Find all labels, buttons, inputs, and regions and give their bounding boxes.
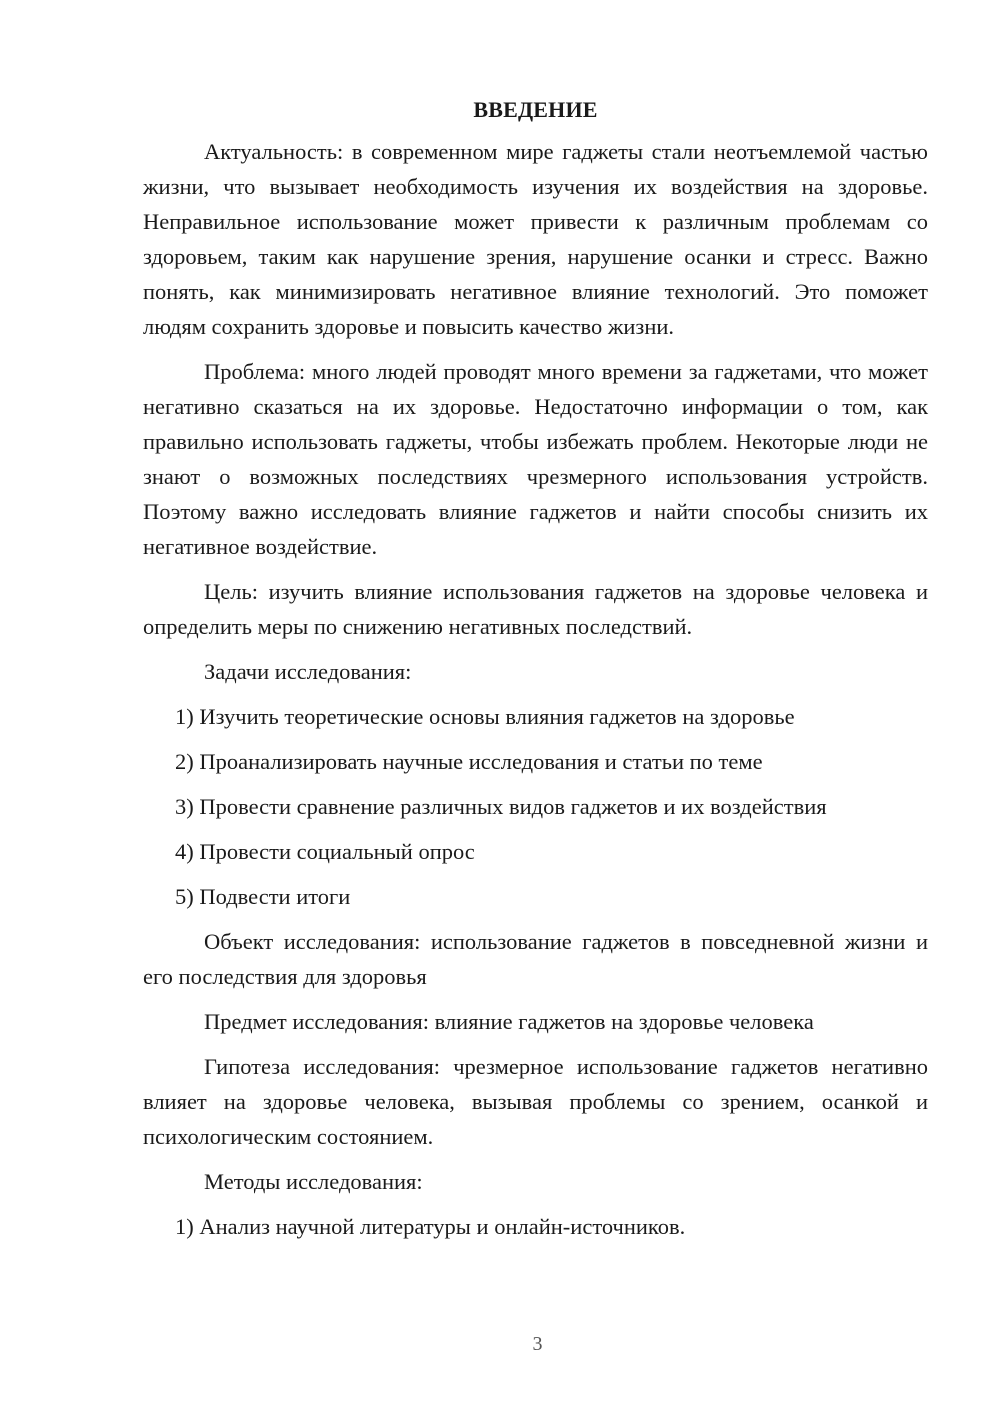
list-item: 1) Анализ научной литературы и онлайн-источников. <box>175 1214 686 1239</box>
list-item: 3) Провести сравнение различных видов гаджетов и их воздействия <box>175 794 827 819</box>
goal-paragraph: Цель: изучить влияние использования гаджетов на здоровье человека и определить меры по снижению негативных последствий. <box>143 579 928 639</box>
page-number: 3 <box>532 1333 543 1355</box>
subject-paragraph: Предмет исследования: влияние гаджетов на здоровье человека <box>204 1009 814 1034</box>
tasks-heading: Задачи исследования: <box>204 659 412 684</box>
list-item: 4) Провести социальный опрос <box>175 839 475 864</box>
relevance-paragraph: Актуальность: в современном мире гаджеты стали неотъемлемой частью жизни, что вызывает необходимость изучения их воздействия на здоровье. Неправильное использование может привести к различным проблемам со здоровьем, таким как нарушение зрения, нарушение осанки и стресс. Важно понять, как минимизировать негативное влияние технологий. Это поможет людям сохранить здоровье и повысить качество жизни. <box>143 139 928 339</box>
list-item: 2) Проанализировать научные исследования и статьи по теме <box>175 749 763 774</box>
methods-heading: Методы исследования: <box>204 1169 423 1194</box>
list-item: 5) Подвести итоги <box>175 884 351 909</box>
problem-paragraph: Проблема: много людей проводят много времени за гаджетами, что может негативно сказаться на их здоровье. Недостаточно информации о том, как правильно использовать гаджеты, чтобы избежать проблем. Некоторые люди не знают о возможных последствиях чрезмерного использования устройств. Поэтому важно исследовать влияние гаджетов и найти способы снизить их негативное воздействие. <box>143 359 928 559</box>
list-item: 1) Изучить теоретические основы влияния гаджетов на здоровье <box>175 704 795 729</box>
object-paragraph: Объект исследования: использование гаджетов в повседневной жизни и его последствия для здоровья <box>143 929 928 989</box>
hypothesis-paragraph: Гипотеза исследования: чрезмерное использование гаджетов негативно влияет на здоровье человека, вызывая проблемы со зрением, осанкой и психологическим состоянием. <box>143 1054 928 1149</box>
page-content <box>143 94 928 1244</box>
section-title: ВВЕДЕНИЕ <box>473 97 598 122</box>
